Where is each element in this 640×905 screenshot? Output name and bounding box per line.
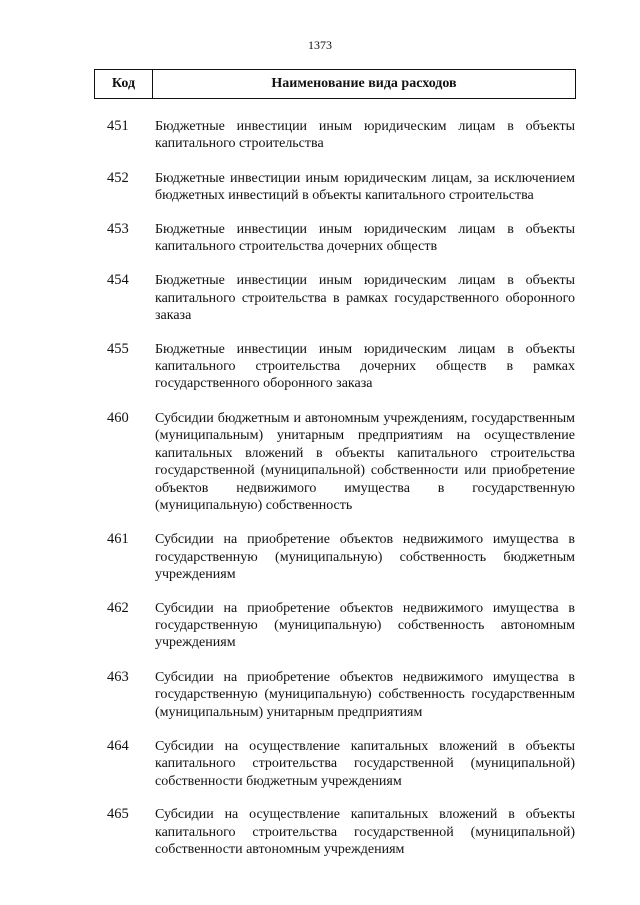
row-code: 454 bbox=[107, 272, 129, 289]
row-description: Бюджетные инвестиции иным юридическим лицам в объекты капитального строительства дочерних обществ в рамках государственного оборонного заказа bbox=[155, 341, 575, 392]
table-row bbox=[0, 272, 640, 324]
row-code: 461 bbox=[107, 531, 129, 548]
table-header bbox=[94, 69, 576, 99]
row-code: 453 bbox=[107, 220, 129, 237]
row-code: 462 bbox=[107, 599, 129, 616]
table-row bbox=[0, 669, 640, 721]
row-code: 460 bbox=[107, 409, 129, 426]
table-row bbox=[0, 410, 640, 514]
row-code: 455 bbox=[107, 340, 129, 357]
table-row bbox=[0, 738, 640, 790]
row-description: Субсидии на приобретение объектов недвижимого имущества в государственную (муниципальную) собственность бюджетным учреждениям bbox=[155, 532, 575, 583]
row-description: Бюджетные инвестиции иным юридическим лицам в объекты капитального строительства дочерних обществ bbox=[155, 221, 575, 255]
page-number: 1373 bbox=[308, 38, 332, 52]
table-row bbox=[0, 600, 640, 652]
row-description: Субсидии на осуществление капитальных вложений в объекты капитального строительства государственной (муниципальной) собственности автономным учреждениям bbox=[155, 807, 575, 857]
row-description: Бюджетные инвестиции иным юридическим лицам в объекты капитального строительства bbox=[155, 119, 575, 152]
row-description: Субсидии бюджетным и автономным учреждениям, государственным (муниципальным) унитарным предприятиям на осуществление капитальных вложений в объекты капитального строительства государственной (муниципальной) собственности или приобретение объектов недвижимого имущества в государственную (муниципальную) собственность bbox=[155, 410, 575, 513]
row-description: Субсидии на приобретение объектов недвижимого имущества в государственную (муниципальную) собственность государственным (муниципальным) унитарным предприятиям bbox=[155, 669, 575, 720]
table-row bbox=[0, 806, 640, 858]
table-row bbox=[0, 170, 640, 205]
row-code: 452 bbox=[107, 169, 129, 186]
row-code: 463 bbox=[107, 668, 129, 685]
row-code: 451 bbox=[107, 118, 129, 134]
table-row bbox=[0, 341, 640, 393]
column-header-code: Код bbox=[95, 70, 153, 98]
row-description: Бюджетные инвестиции иным юридическим лицам, за исключением бюджетных инвестиций в объекты капитального строительства bbox=[155, 170, 575, 204]
expense-types-list bbox=[0, 118, 640, 858]
row-description: Бюджетные инвестиции иным юридическим лицам в объекты капитального строительства в рамках государственного оборонного заказа bbox=[155, 273, 575, 324]
table-row bbox=[0, 531, 640, 583]
table-row bbox=[0, 221, 640, 256]
row-description: Субсидии на осуществление капитальных вложений в объекты капитального строительства государственной (муниципальной) собственности бюджетным учреждениям bbox=[155, 738, 575, 789]
column-header-name: Наименование вида расходов bbox=[271, 76, 457, 91]
row-code: 464 bbox=[107, 737, 129, 754]
table-row bbox=[0, 118, 640, 153]
row-description: Субсидии на приобретение объектов недвижимого имущества в государственную (муниципальную) собственность автономным учреждениям bbox=[155, 600, 575, 651]
row-code: 465 bbox=[107, 806, 129, 823]
